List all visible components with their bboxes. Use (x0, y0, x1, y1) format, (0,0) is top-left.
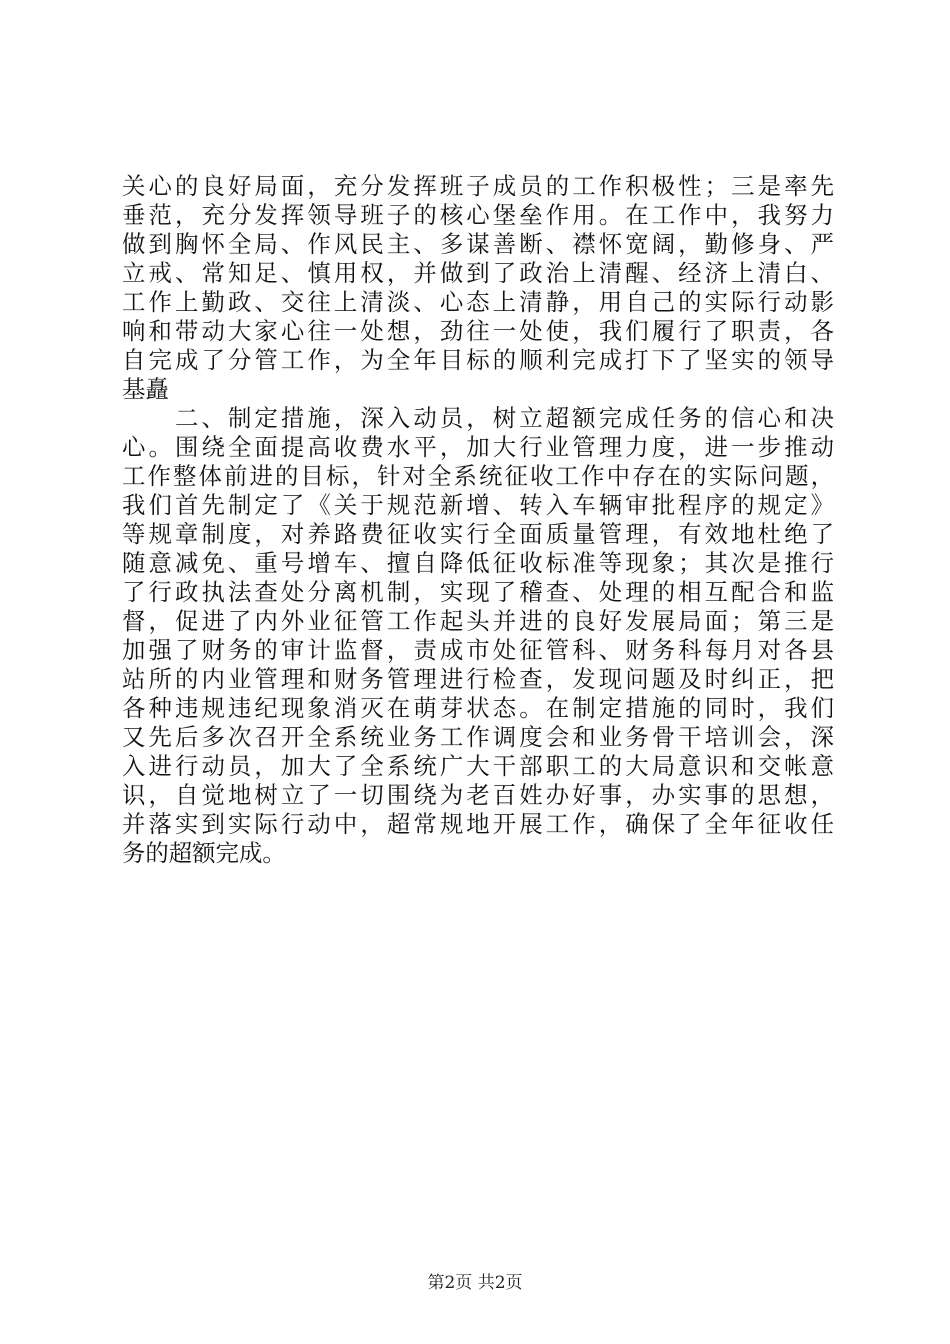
text-line: 识，自觉地树立了一切围绕为老百姓办好事，办实事的思想， (122, 781, 834, 809)
body-text (122, 172, 834, 868)
text-line: 自完成了分管工作，为全年目标的顺利完成打下了坚实的领导 (122, 346, 834, 374)
text-line: 站所的内业管理和财务管理进行检查，发现问题及时纠正，把 (122, 665, 834, 693)
text-line: 关心的良好局面，充分发挥班子成员的工作积极性；三是率先 (122, 172, 834, 200)
text-line: 又先后多次召开全系统业务工作调度会和业务骨干培训会，深 (122, 723, 834, 751)
text-line: 随意减免、重号增车、擅自降低征收标准等现象；其次是推行 (122, 549, 834, 577)
text-line: 二、制定措施，深入动员，树立超额完成任务的信心和决 (122, 404, 834, 432)
text-line: 入进行动员，加大了全系统广大干部职工的大局意识和交帐意 (122, 752, 834, 780)
text-line: 垂范，充分发挥领导班子的核心堡垒作用。在工作中，我努力 (122, 201, 834, 229)
text-line: 工作整体前进的目标，针对全系统征收工作中存在的实际问题， (122, 462, 834, 490)
text-line: 并落实到实际行动中，超常规地开展工作，确保了全年征收任 (122, 810, 834, 838)
text-line: 了行政执法查处分离机制，实现了稽查、处理的相互配合和监 (122, 578, 834, 606)
text-line: 工作上勤政、交往上清淡、心态上清静，用自己的实际行动影 (122, 288, 834, 316)
text-line: 务的超额完成。 (122, 839, 286, 867)
text-line: 做到胸怀全局、作风民主、多谋善断、襟怀宽阔，勤修身、严 (122, 230, 834, 258)
text-line: 督，促进了内外业征管工作起头并进的良好发展局面；第三是 (122, 607, 834, 635)
text-line: 响和带动大家心往一处想，劲往一处使，我们履行了职责，各 (122, 317, 834, 345)
text-line: 我们首先制定了《关于规范新增、转入车辆审批程序的规定》 (122, 491, 834, 519)
text-line: 等规章制度，对养路费征收实行全面质量管理，有效地杜绝了 (122, 520, 834, 548)
text-line: 基矗 (122, 375, 169, 403)
text-line: 加强了财务的审计监督，责成市处征管科、财务科每月对各县 (122, 636, 834, 664)
text-line: 立戒、常知足、慎用权，并做到了政治上清醒、经济上清白、 (122, 259, 834, 287)
text-line: 各种违规违纪现象消灭在萌芽状态。在制定措施的同时，我们 (122, 694, 834, 722)
text-line: 心。围绕全面提高收费水平，加大行业管理力度，进一步推动 (122, 433, 834, 461)
page-footer: 第2页 共2页 (427, 1273, 523, 1293)
